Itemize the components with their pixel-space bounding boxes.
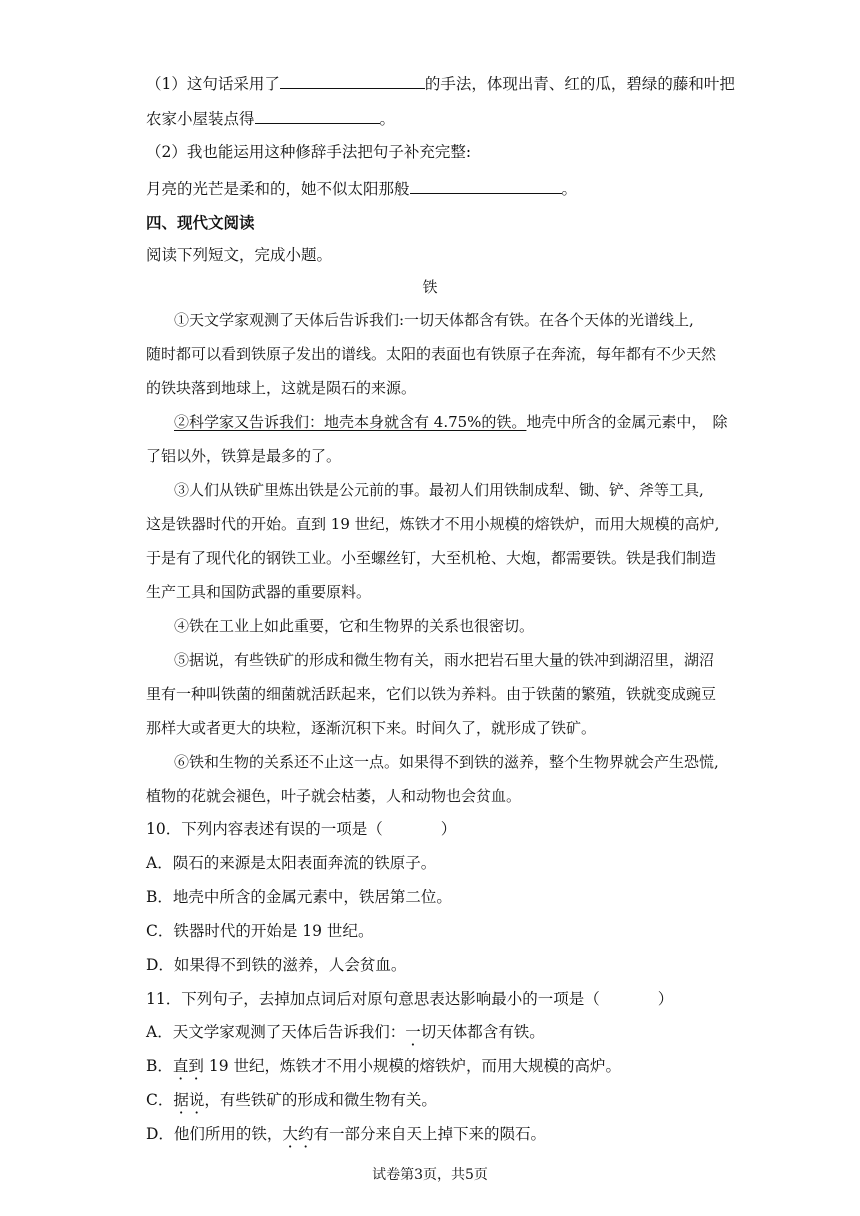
q-top-line4-pre: 月亮的光芒是柔和的，她不似太阳那般: [146, 180, 410, 198]
article-line: 随时都可以看到铁原子发出的谱线。太阳的表面也有铁原子在奔流，每年都有不少天然: [146, 345, 717, 363]
article-line: 于是有了现代化的钢铁工业。小至螺丝钉，大至机枪、大炮，都需要铁。铁是我们制造: [146, 549, 717, 567]
article-line: ①天文学家观测了天体后告诉我们:一切天体都含有铁。在各个天体的光谱线上,: [174, 311, 694, 329]
q11-b-pre: B．: [146, 1057, 173, 1075]
q11-option-a[interactable]: [146, 1022, 545, 1042]
q-top-line1-pre: （1）这句话采用了: [146, 75, 280, 93]
answer-blank-3[interactable]: [410, 177, 562, 194]
answer-blank-2[interactable]: [255, 107, 380, 124]
q10-option-a[interactable]: A．陨石的来源是太阳表面奔流的铁原子。: [146, 854, 437, 872]
article-line-p2: [174, 412, 727, 432]
q-top-line-1: [146, 72, 735, 94]
q-top-line2-pre: 农家小屋装点得: [146, 110, 255, 128]
q-top-line-3: （2）我也能运用这种修辞手法把句子补充完整:: [146, 143, 472, 161]
q11-b-post: 19 世纪，炼铁才不用小规模的熔铁炉，而用大规模的高炉。: [203, 1057, 622, 1075]
q11-stem: [146, 989, 673, 1009]
q-top-line2-post: 。: [379, 110, 396, 128]
dotted-word: 据: [173, 1091, 189, 1109]
article-line: ④铁在工业上如此重要，它和生物界的关系也很密切。: [174, 617, 535, 635]
article-line: 这是铁器时代的开始。直到 19 世纪，炼铁才不用小规模的熔铁炉，而用大规模的高炉,: [146, 515, 720, 533]
article-title: 铁: [422, 278, 438, 296]
dotted-word: 大: [282, 1125, 298, 1143]
q11-stem-text: 11．下列句子，去掉加点词后对原句意思表达影响最小的一项是（: [146, 990, 600, 1008]
q10-stem: [146, 819, 456, 839]
section-heading: 四、现代文阅读: [146, 213, 255, 232]
article-line: 了铝以外，铁算是最多的了。: [146, 447, 342, 465]
q11-a-pre: A．天文学家观测了天体后告诉我们：: [146, 1023, 406, 1041]
article-line: 里有一种叫铁菌的细菌就活跃起来，它们以铁为养料。由于铁菌的繁殖，铁就变成豌豆: [146, 685, 717, 703]
q-top-line4-post: 。: [561, 180, 578, 198]
answer-blank-1[interactable]: [280, 72, 425, 89]
article-p2-rest: 地壳中所含的金属元素中，: [526, 413, 707, 431]
q10-stem-close: ）: [440, 820, 457, 838]
article-line: ⑥铁和生物的关系还不止这一点。如果得不到铁的滋养，整个生物界就会产生恐慌,: [174, 753, 719, 771]
q11-c-pre: C．: [146, 1091, 174, 1109]
q11-d-post: 有一部分来自天上掉下来的陨石。: [313, 1125, 546, 1143]
q11-d-pre: D．他们所用的铁，: [146, 1125, 283, 1143]
q11-a-post: 切天体都含有铁。: [420, 1023, 545, 1041]
article-line: 生产工具和国防武器的重要原料。: [146, 583, 372, 601]
page-footer: 试卷第3页，共5页: [372, 1167, 488, 1183]
q11-option-d[interactable]: [146, 1124, 546, 1144]
q10-option-c[interactable]: C．铁器时代的开始是 19 世纪。: [146, 922, 374, 940]
article-p2-end: 除: [712, 413, 728, 431]
article-line: 的铁块落到地球上，这就是陨石的来源。: [146, 379, 417, 397]
dotted-word: 说: [188, 1091, 205, 1109]
q11-option-b[interactable]: [146, 1056, 621, 1076]
dotted-word: 约: [297, 1125, 314, 1143]
article-line: 那样大或者更大的块粒，逐渐沉积下来。时间久了，就形成了铁矿。: [146, 719, 597, 737]
article-line: ③人们从铁矿里炼出铁是公元前的事。最初人们用铁制成犁、锄、铲、斧等工具,: [174, 481, 704, 499]
q-top-line1-post: 的手法，体现出青、红的瓜，碧绿的藤和叶把: [424, 75, 735, 93]
article-line: 植物的花就会褪色，叶子就会枯萎，人和动物也会贫血。: [146, 787, 522, 805]
underlined-sentence: ②科学家又告诉我们：地壳本身就含有 4.75%的铁。: [174, 413, 527, 431]
q10-stem-text: 10．下列内容表述有误的一项是（: [146, 820, 383, 838]
q11-option-c[interactable]: [146, 1090, 437, 1110]
reading-instruction: 阅读下列短文，完成小题。: [146, 246, 333, 264]
article-line: ⑤据说，有些铁矿的形成和微生物有关，雨水把岩石里大量的铁冲到湖沼里，湖沼: [174, 651, 715, 669]
q10-option-b[interactable]: B．地壳中所含的金属元素中，铁居第二位。: [146, 888, 452, 906]
dotted-word: 直: [172, 1057, 189, 1075]
q-top-line-4: [146, 177, 577, 199]
dotted-word: 到: [188, 1057, 204, 1075]
q10-option-d[interactable]: D．如果得不到铁的滋养，人会贫血。: [146, 956, 407, 974]
q11-stem-close: ）: [657, 990, 674, 1008]
q-top-line-2: [146, 107, 395, 129]
q11-c-post: ，有些铁矿的形成和微生物有关。: [204, 1091, 437, 1109]
dotted-word: 一: [405, 1023, 421, 1041]
